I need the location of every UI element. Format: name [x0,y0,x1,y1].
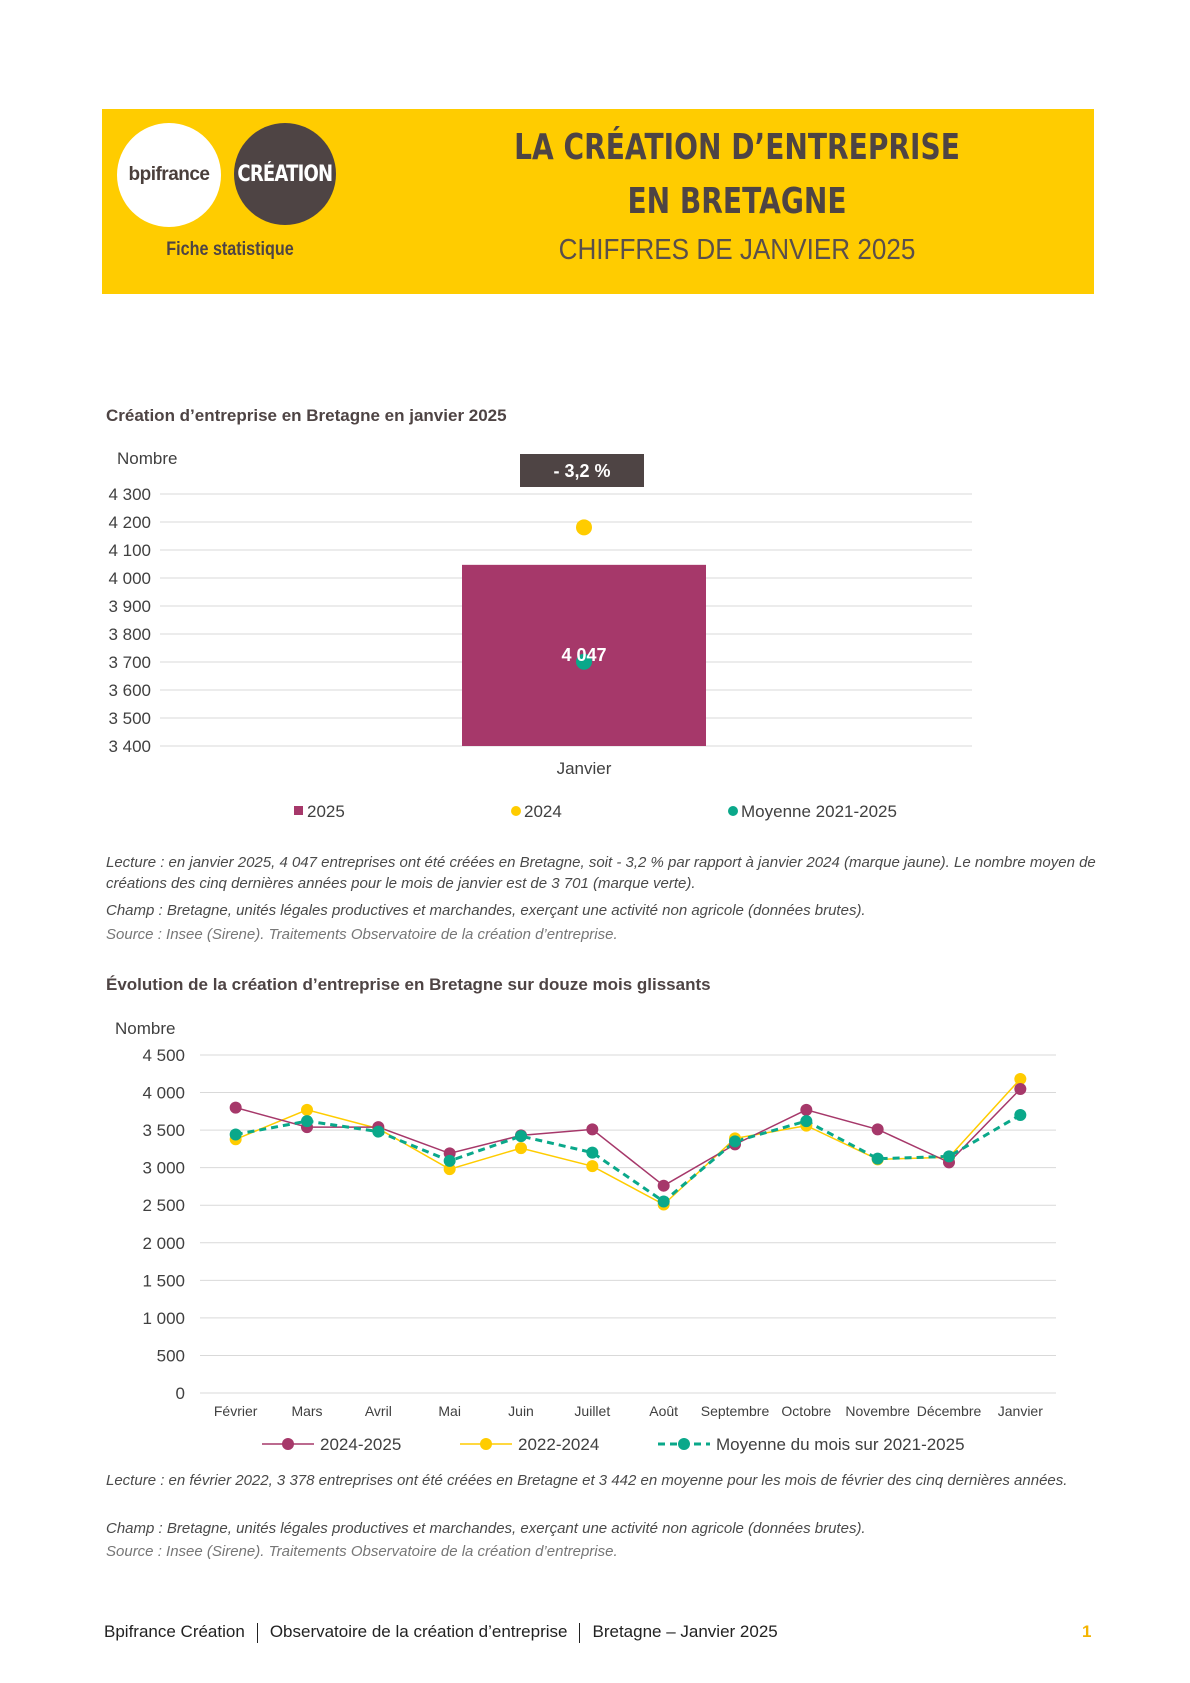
chart2-x-tick-label: Juillet [574,1403,611,1419]
header-banner [102,109,1094,294]
point-moyenne [230,1128,242,1140]
marker-2024-janvier [576,519,592,535]
chart2-lecture: Lecture : en février 2022, 3 378 entreprises ont été créées en Bretagne et 3 442 en moyenne pour les mois de février des cinq dernières années. [106,1472,1068,1489]
chart2-y-tick-label: 3 500 [142,1121,185,1141]
chart1-y-axis-label: Nombre [117,449,178,468]
chart2-x-tick-label: Juin [508,1403,534,1419]
point-2022-2024 [301,1104,313,1116]
chart2-y-tick-label: 2 000 [142,1233,185,1253]
chart1-y-tick-label: 4 000 [108,569,151,588]
chart2-x-ticks [214,1403,1043,1419]
chart1-y-tick-label: 3 800 [108,625,151,644]
chart1-title: Création d’entreprise en Bretagne en janvier 2025 [106,406,507,425]
point-2024-2025 [586,1123,598,1135]
chart2-x-tick-label: Octobre [781,1403,832,1419]
point-2024-2025 [658,1180,670,1192]
chart2-y-tick-label: 0 [175,1384,185,1403]
footer-brand: Bpifrance Création [104,1622,245,1641]
chart2-x-tick-label: Février [213,1403,258,1419]
chart1-y-tick-label: 3 400 [108,737,151,756]
point-moyenne [872,1153,884,1165]
chart2-x-tick-label: Novembre [845,1403,910,1419]
chart2-y-ticks [142,1046,185,1403]
chart2-x-tick-label: Août [649,1403,679,1419]
point-2024-2025 [230,1102,242,1114]
point-moyenne [658,1195,670,1207]
chart1-y-tick-label: 3 700 [108,653,151,672]
point-moyenne [800,1115,812,1127]
page-title-line2: EN BRETAGNE [627,181,847,222]
chart2-y-tick-label: 3 000 [142,1158,185,1178]
bar-value-label: 4 047 [561,644,607,665]
legend-2024-2025-label: 2024-2025 [320,1435,402,1454]
chart1-y-tick-label: 4 200 [108,513,151,532]
chart1-lecture: Lecture : en janvier 2025, 4 047 entreprises ont été créées en Bretagne, soit - 3,2 % par rapport à janvier 2024 (marque jaune). Le nombre moyen de créations des cinq dernières années pour le mois de janvier est de 3 701 (marque verte). [106,854,1096,892]
page-number: 1 [1082,1622,1092,1641]
series-line-2024-2025 [236,1089,1021,1186]
footer-separator [257,1623,258,1643]
footer-separator [579,1623,580,1643]
point-moyenne [1014,1109,1026,1121]
legend-2025-swatch [294,806,303,815]
chart-january-2025 [0,440,1190,860]
chart1-x-tick-label: Janvier [556,759,612,778]
chart1-y-tick-label: 3 600 [108,681,151,700]
chart2-y-tick-label: 1 000 [142,1308,185,1328]
chart2-x-tick-label: Avril [364,1403,392,1419]
bpifrance-logo [117,123,221,227]
legend-2022-2024-marker [480,1438,492,1450]
legend-avg-marker [678,1438,690,1450]
legend-2024-label: 2024 [524,802,562,821]
chart1-y-tick-label: 3 900 [108,597,151,616]
footer [104,1622,778,1643]
point-2022-2024 [586,1160,598,1172]
point-2022-2024 [515,1142,527,1154]
chart1-y-tick-label: 3 500 [108,709,151,728]
bpifrance-logo-text: bpifrance [128,164,210,185]
chart2-source: Source : Insee (Sirene). Traitements Observatoire de la création d’entreprise. [106,1543,618,1560]
legend-2024-2025-marker [282,1438,294,1450]
footer-region-date: Bretagne – Janvier 2025 [592,1622,778,1641]
point-moyenne [301,1115,313,1127]
chart2-x-tick-label: Janvier [997,1403,1043,1419]
chart2-x-tick-label: Mai [438,1403,461,1419]
chart1-champ: Champ : Bretagne, unités légales productives et marchandes, exerçant une activité non agricole (données brutes). [106,902,866,919]
chart2-y-tick-label: 1 500 [142,1271,185,1291]
point-2024-2025 [1014,1083,1026,1095]
chart2-x-tick-label: Mars [291,1403,323,1419]
chart1-y-tick-label: 4 100 [108,541,151,560]
chart1-y-ticks [108,485,151,756]
footer-observatory: Observatoire de la création d’entreprise [269,1622,568,1641]
change-badge [520,454,644,487]
legend-avg-label: Moyenne 2021-2025 [741,802,897,821]
chart2-x-tick-label: Décembre [916,1403,982,1419]
chart2-y-tick-label: 4 000 [142,1083,185,1103]
page-subtitle: CHIFFRES DE JANVIER 2025 [558,234,916,266]
change-badge-text: - 3,2 % [553,461,611,481]
chart2-x-tick-label: Septembre [700,1403,770,1419]
point-2024-2025 [800,1104,812,1116]
chart2-y-tick-label: 4 500 [142,1046,185,1065]
chart1-legend [294,802,897,821]
chart2-legend [262,1435,965,1454]
legend-2024-swatch [511,806,521,816]
chart2-points [230,1073,1027,1211]
document-tag: Fiche statistique [166,239,294,260]
chart2-title: Évolution de la création d’entreprise en Bretagne sur douze mois glissants [106,975,711,994]
legend-2025-label: 2025 [307,802,345,821]
chart1-source: Source : Insee (Sirene). Traitements Observatoire de la création d’entreprise. [106,926,618,943]
chart2-y-axis-label: Nombre [115,1019,176,1038]
chart2-y-tick-label: 500 [156,1346,185,1366]
legend-2022-2024-label: 2022-2024 [518,1435,600,1454]
chart2-lines [236,1079,1021,1205]
creation-logo-text: CRÉATION [237,161,333,187]
chart1-y-tick-label: 4 300 [108,485,151,504]
point-moyenne [515,1130,527,1142]
point-2024-2025 [872,1123,884,1135]
legend-avg-label: Moyenne du mois sur 2021-2025 [716,1435,965,1454]
point-moyenne [372,1126,384,1138]
chart2-y-tick-label: 2 500 [142,1196,185,1216]
creation-logo [234,123,336,225]
point-moyenne [729,1135,741,1147]
point-moyenne [586,1147,598,1159]
point-moyenne [444,1155,456,1167]
chart2-champ: Champ : Bretagne, unités légales productives et marchandes, exerçant une activité non agricole (données brutes). [106,1520,866,1537]
chart-twelve-month-evolution [0,1010,1190,1460]
point-moyenne [943,1150,955,1162]
legend-avg-swatch [728,806,738,816]
chart2-grid [200,1055,1056,1393]
chart1-marks [462,519,706,746]
page-title-line1: LA CRÉATION D’ENTREPRISE [514,127,960,168]
